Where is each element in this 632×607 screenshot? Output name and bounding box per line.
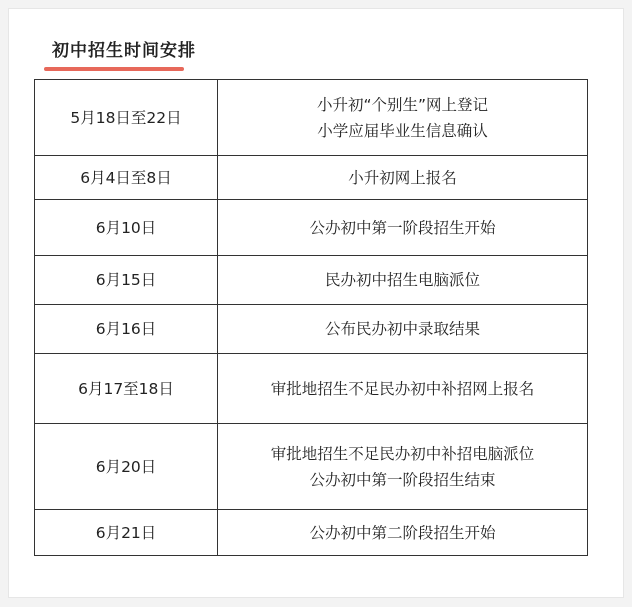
event-text: 审批地招生不足民办初中补招电脑派位 (270, 444, 535, 463)
date-cell: 6月21日 (35, 510, 218, 556)
section-heading (44, 36, 200, 71)
table-row (35, 200, 588, 256)
event-cell (218, 510, 588, 556)
table-row (35, 80, 588, 156)
event-text: 小学应届毕业生信息确认 (317, 121, 488, 140)
table-row (35, 156, 588, 200)
event-cell (218, 305, 588, 354)
date-cell: 5月18日至22日 (35, 80, 218, 156)
date-cell: 6月16日 (35, 305, 218, 354)
event-text: 公办初中第二阶段招生开始 (309, 523, 496, 542)
date-cell: 6月20日 (35, 424, 218, 510)
date-cell: 6月10日 (35, 200, 218, 256)
event-cell (218, 256, 588, 305)
event-cell (218, 200, 588, 256)
event-text: 小升初网上报名 (348, 168, 457, 187)
table-row (35, 354, 588, 424)
event-cell (218, 80, 588, 156)
table-row (35, 424, 588, 510)
table-row (35, 305, 588, 354)
event-text: 公办初中第一阶段招生开始 (309, 218, 496, 237)
event-text: 小升初“个别生”网上登记 (316, 95, 489, 114)
event-text: 公布民办初中录取结果 (324, 320, 480, 338)
page-title: 初中招生时间安排 (52, 41, 196, 61)
date-cell: 6月4日至8日 (35, 156, 218, 200)
event-text: 审批地招生不足民办初中补招网上报名 (270, 379, 535, 398)
date-cell: 6月15日 (35, 256, 218, 305)
title-underline (44, 67, 184, 71)
event-text: 民办初中招生电脑派位 (324, 271, 480, 289)
event-text: 公办初中第一阶段招生结束 (309, 470, 496, 489)
date-cell: 6月17至18日 (35, 354, 218, 424)
event-cell (218, 354, 588, 424)
event-cell (218, 156, 588, 200)
event-cell (218, 424, 588, 510)
table-row (35, 256, 588, 305)
table-row (35, 510, 588, 556)
schedule-table (34, 79, 588, 556)
